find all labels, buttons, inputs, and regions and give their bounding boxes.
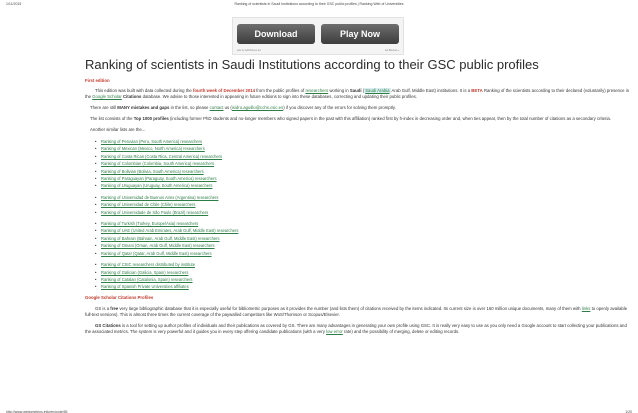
edition-label: First edition xyxy=(85,78,110,83)
ranking-list-item[interactable]: • Ranking of Mexican (Mexico, North America) researchers xyxy=(95,145,631,152)
gsc-section-heading: Google Scholar Citations Profiles xyxy=(85,294,154,300)
ranking-list-item[interactable]: • Ranking of Qatar (Qatar, Arab Gulf, Middle East) researchers xyxy=(95,250,631,257)
article-content xyxy=(85,57,631,340)
gsc-paragraph-1: GS is a free very large bibliographic database that it is especially useful for bibliometric purposes as it provides the number (and lists them) of citations received by the items indicated. Its current size is over 160 million unique documents, many of them with links to openly available full-text versions). This is almost three times the current coverage of the paywalled competitors like WoS/Thomson or Scopus/Elsevier. xyxy=(85,305,628,317)
ranking-list-item[interactable]: • Ranking of Spanish Private Universities affiliates xyxy=(95,283,631,290)
play-now-button[interactable]: Play Now xyxy=(321,24,399,44)
ranking-list-item[interactable]: • Ranking of Galician (Galicia, Spain) researchers xyxy=(95,269,631,276)
intro-paragraph-3: The list consists of the Top 1000 profiles (including former PhD students and no-longer members who signed papers in the past with this affiliation) ranked first by h-index in decreasing order and, when ties appear, then by the total number of citations as a secondary criteria. xyxy=(90,116,612,121)
beta-label: BETA xyxy=(471,88,483,93)
ranking-list-item[interactable]: • Ranking of Uruguayan (Uruguay, South America) researchers xyxy=(95,182,631,189)
google-scholar-link[interactable]: Google Scholar xyxy=(92,94,122,99)
ranking-list-americas xyxy=(95,138,631,190)
ranking-list-item[interactable]: • Ranking of Universidad de Chile (Chile) researchers xyxy=(95,201,631,208)
collection-date: fourth week of December 2014 xyxy=(192,88,256,93)
ad-blocker-label[interactable]: Ad Blocker ▸ xyxy=(384,49,399,52)
email-link[interactable]: isidro.aguillo@cchs.csic.es xyxy=(231,105,284,110)
advertisement-banner[interactable] xyxy=(232,17,404,55)
researchers-link[interactable]: researchers xyxy=(305,88,329,93)
ranking-list-item[interactable]: • Ranking of Bahrain (Bahrain, Arab Gulf, Middle East) researchers xyxy=(95,235,631,242)
ranking-list-item[interactable]: • Ranking of UAE (United Arab Emirates, Arab Gulf, Middle East) researchers xyxy=(95,227,631,234)
ranking-list-middle-east xyxy=(95,220,631,257)
footer-page-number: 1/20 xyxy=(625,410,632,413)
intro-paragraph-2: There are still MANY mistakes and gaps in the list, so please contact us (isidro.aguillo@cchs.csic.es) if you discover any of the errors for solving them promptly. xyxy=(90,105,396,110)
footer-url: http://www.webometrics.info/en/node/81 xyxy=(6,410,68,413)
contact-link[interactable]: contact xyxy=(209,105,224,110)
ranking-list-item[interactable]: • Ranking of Colombian (Colombia, South America) researchers xyxy=(95,160,631,167)
print-title: Ranking of scientists in Saudi Institutions according to their GSC public profiles | Ranking Web of Universities xyxy=(234,2,404,6)
ranking-list-item[interactable]: • Ranking of Universidad de Buenos Aires (Argentina) researchers xyxy=(95,194,631,201)
gsc-paragraph-2: GS Citations is a tool for setting up author profiles of individuals and their publications as covered by GS. There are many advantages in generating your own profile using GSC. It is really very easy to use as you only need a Google account to start collecting your publications and the associated metrics. The system is very powerful and it guides you in every step offering candidate publications (with a very low error rate) and the possibility of merging, delete or editing records. xyxy=(85,322,627,334)
ranking-list-item[interactable]: • Ranking of Costa Rican (Costa Rica, Central America) researchers xyxy=(95,153,631,160)
ranking-list-item[interactable]: • Ranking of Turkish (Turkey, Europe/Asia) researchers xyxy=(95,220,631,227)
low-error-link[interactable]: low error xyxy=(326,328,343,334)
ad-choices-label[interactable]: ads by AdChoices ad xyxy=(237,49,261,52)
download-button[interactable]: Download xyxy=(237,24,315,44)
ranking-list-item[interactable]: • Ranking of Catalan (Catalonia, Spain) researchers xyxy=(95,276,631,283)
print-date: 1/11/2015 xyxy=(6,2,22,6)
ranking-list-item[interactable]: • Ranking of Omani (Oman, Arab Gulf, Middle East) researchers xyxy=(95,242,631,249)
ranking-list-item[interactable]: • Ranking of CSIC researchers distributed by institute xyxy=(95,261,631,268)
ranking-list-item[interactable]: • Ranking of Universidade de São Paulo (Brazil) researchers xyxy=(95,209,631,216)
intro-paragraph-4: Another similar lists are the... xyxy=(90,127,146,132)
ranking-list-item[interactable]: • Ranking of Bolivian (Bolivia, South America) researchers xyxy=(95,168,631,175)
page-title: Ranking of scientists in Saudi Institutions according to their GSC public profiles xyxy=(85,57,539,72)
intro-paragraph-1: This edition was built with data collected during the fourth week of December 2014 from the public profiles of researchers working in Saudi (Saudi Arabia Arab Gulf, Middle East) institutions. It is a BETA Ranking of the scientists according to their declared (voluntarily) presence in the Google Scholar Citations database. We advise to those interested in appearing in future editions to sign into these databases, correcting and updating their public profiles. xyxy=(85,88,630,99)
ranking-list-item[interactable]: • Ranking of Peruvian (Peru, South America) researchers xyxy=(95,138,631,145)
saudi-arabia-link[interactable]: Saudi Arabia xyxy=(365,88,390,93)
links-link[interactable]: links xyxy=(581,305,591,311)
ranking-list-item[interactable]: • Ranking of Paraguayan (Paraguay, South America) researchers xyxy=(95,175,631,182)
ranking-list-universities xyxy=(95,194,631,216)
ranking-list-spain xyxy=(95,261,631,291)
